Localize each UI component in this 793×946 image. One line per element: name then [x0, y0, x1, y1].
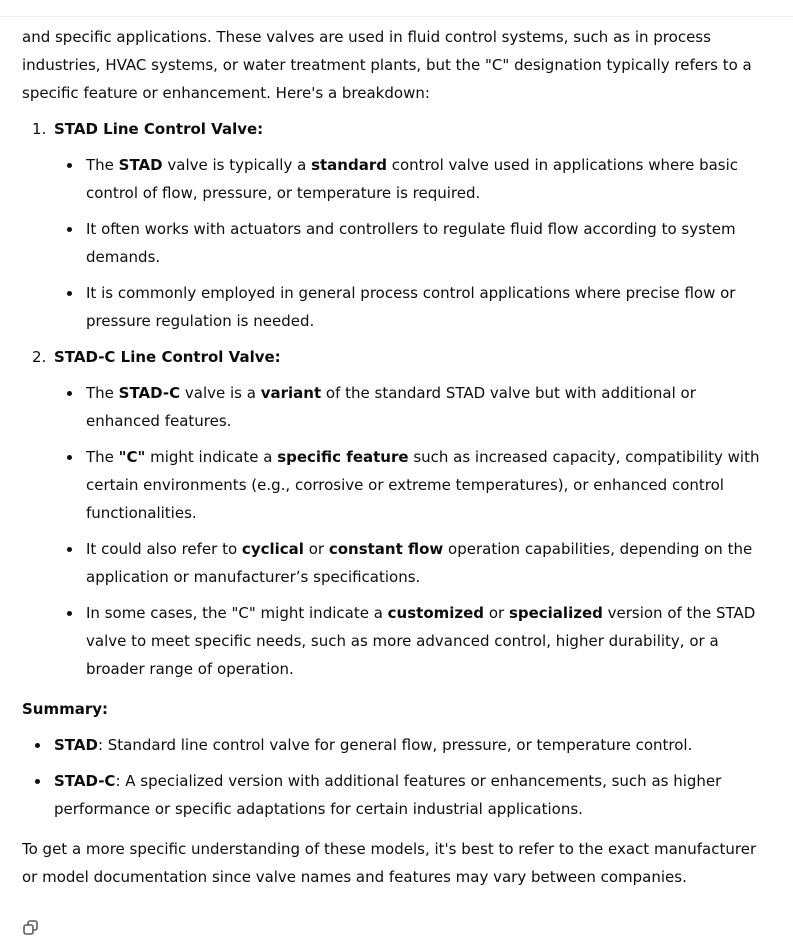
- text: or: [484, 604, 509, 622]
- top-bar: [0, 0, 793, 17]
- summary-item: [22, 767, 762, 823]
- bullet-item: It is commonly employed in general process control applications where precise flow or pressure regulation is needed.: [54, 279, 762, 335]
- text: operation capabilities, depending on the application or manufacturer’s specifications.: [86, 540, 753, 586]
- bullet-list: [54, 379, 762, 683]
- bullet-list: [54, 151, 762, 335]
- text: valve is typically a: [162, 156, 312, 174]
- strong-text: STAD-C: [118, 384, 181, 402]
- strong-text: specific feature: [277, 448, 409, 466]
- strong-text: specialized: [508, 604, 603, 622]
- text: such as increased capacity, compatibility with certain environments (e.g., corrosive or extreme temperatures), or enhanced control functionalities.: [86, 448, 760, 522]
- strong-text: "C": [118, 448, 146, 466]
- text: of the standard STAD valve but with additional or enhanced features.: [86, 384, 696, 430]
- strong-text: customized: [387, 604, 485, 622]
- strong-text: variant: [260, 384, 322, 402]
- strong-text: standard: [311, 156, 387, 174]
- text: The: [86, 384, 119, 402]
- summary-term: STAD-C: [54, 772, 116, 790]
- copy-icon[interactable]: [22, 918, 40, 936]
- list-number: 1.: [32, 120, 47, 138]
- summary-list: [22, 731, 762, 823]
- assistant-response: [22, 0, 762, 891]
- bullet-item: [54, 379, 762, 435]
- text: In some cases, the "C" might indicate a: [86, 604, 388, 622]
- bullet-item: [54, 443, 762, 527]
- valve-list: [22, 115, 762, 683]
- list-item: [22, 115, 762, 335]
- section-heading: STAD Line Control Valve:: [54, 120, 264, 138]
- strong-text: constant flow: [328, 540, 444, 558]
- text: control valve used in applications where basic control of flow, pressure, or temperature is required.: [86, 156, 739, 202]
- summary-heading: Summary:: [22, 700, 109, 718]
- list-item: [22, 343, 762, 683]
- bullet-item: [54, 535, 762, 591]
- section-heading: STAD-C Line Control Valve:: [54, 348, 281, 366]
- outro-paragraph: To get a more specific understanding of these models, it's best to refer to the exact manufacturer or model documentation since valve names and features may vary between companies.: [22, 840, 757, 886]
- summary-item: [22, 731, 762, 759]
- intro-text: and specific applications. These valves are used in fluid control systems, such as in process industries, HVAC systems, or water treatment plants, but the "C" designation typically refers to a specific feature or enhancement. Here's a breakdown:: [22, 28, 752, 102]
- strong-text: cyclical: [241, 540, 304, 558]
- bullet-item: It often works with actuators and controllers to regulate fluid flow according to system demands.: [54, 215, 762, 271]
- summary-desc: : A specialized version with additional features or enhancements, such as higher performance or specific adaptations for certain industrial applications.: [54, 772, 722, 818]
- list-number: 2.: [32, 348, 47, 366]
- summary-term: STAD: [54, 736, 98, 754]
- text: version of the STAD valve to meet specific needs, such as more advanced control, higher durability, or a broader range of operation.: [86, 604, 756, 678]
- text: valve is a: [180, 384, 261, 402]
- strong-text: STAD: [118, 156, 163, 174]
- text: The: [86, 156, 119, 174]
- text: The: [86, 448, 119, 466]
- text: It could also refer to: [86, 540, 242, 558]
- bullet-item: [54, 151, 762, 207]
- summary-desc: : Standard line control valve for general flow, pressure, or temperature control.: [97, 736, 693, 754]
- text: might indicate a: [145, 448, 278, 466]
- bullet-item: [54, 599, 762, 683]
- text: or: [303, 540, 329, 558]
